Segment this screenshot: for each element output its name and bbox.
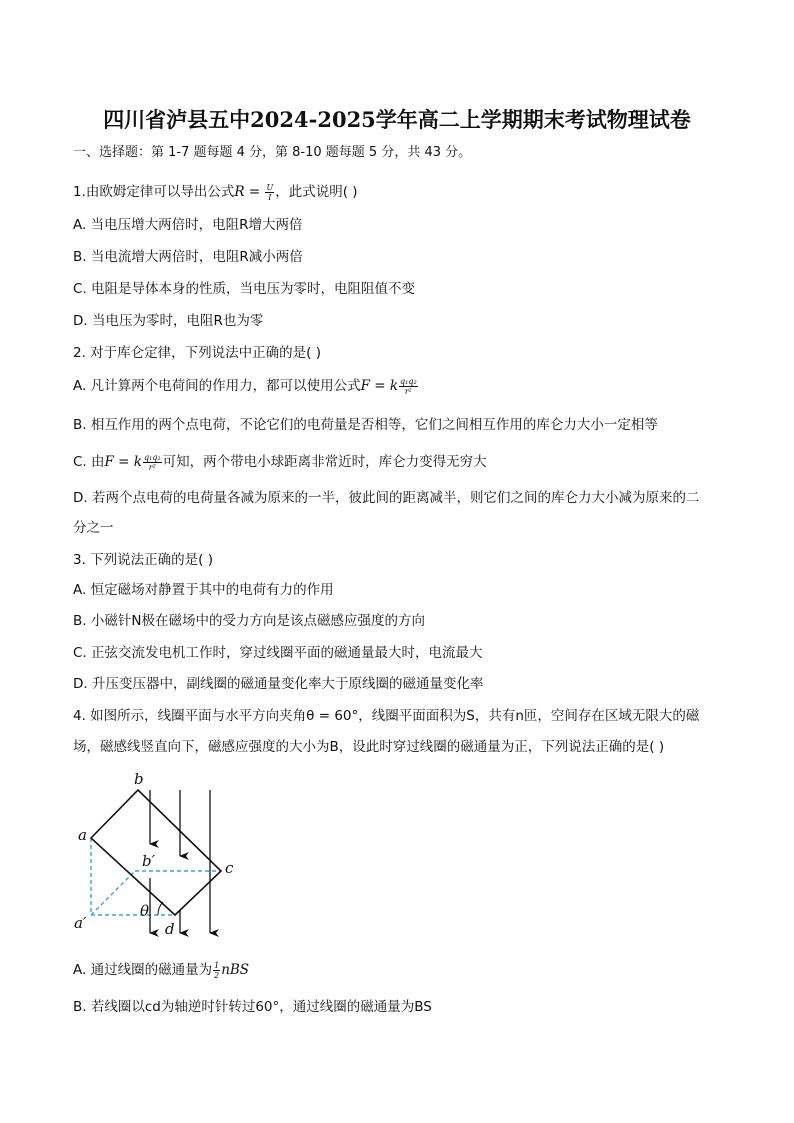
q1-option-a: A. 当电压增大两倍时，电阻R增大两倍 bbox=[73, 217, 303, 233]
q2-option-c: C. 由F = k $\frac{\text{q₁q₂}}{\text{r²}}$ 可知，两个带电小球距离非常近时，库仑力变得无穷大 bbox=[73, 452, 487, 472]
section-heading: 一、选择题：第 1-7 题每题 4 分，第 8-10 题每题 5 分，共 43 分。 bbox=[73, 145, 472, 160]
q3-option-c: C. 正弦交流发电机工作时，穿过线圈平面的磁通量最大时，电流最大 bbox=[73, 645, 483, 661]
q4-stem-line1: 4. 如图所示，线圈平面与水平方向夹角θ = 60°，线圈平面面积为S，共有n匝，空间存在区域无限大的磁 bbox=[73, 708, 700, 724]
q3-option-d: D. 升压变压器中，副线圈的磁通量变化率大于原线圈的磁通量变化率 bbox=[73, 676, 484, 692]
q3-stem: 3. 下列说法正确的是( ) bbox=[73, 552, 213, 568]
q2-option-b: B. 相互作用的两个点电荷，不论它们的电荷量是否相等，它们之间相互作用的库仑力大小一定相等 bbox=[73, 417, 658, 433]
q1-option-c: C. 电阻是导体本身的性质，当电压为零时，电阻阻值不变 bbox=[73, 281, 416, 297]
q1-stem bbox=[73, 182, 358, 202]
q2-formula-c: F = k bbox=[104, 454, 142, 470]
q1-option-d: D. 当电压为零时，电阻R也为零 bbox=[73, 313, 264, 329]
coil-frame bbox=[91, 790, 221, 915]
label-c: c bbox=[225, 859, 234, 877]
q4-fraction-a: $\frac{1}{2}$ bbox=[214, 960, 220, 980]
q4-stem-line2: 场，磁感线竖直向下，磁感应强度的大小为B，设此时穿过线圈的磁通量为正，下列说法正确的是( ) bbox=[73, 739, 665, 755]
q2-option-d-line1: D. 若两个点电荷的电荷量各减为原来的一半，彼此间的距离减半，则它们之间的库仑力大小减为原来的二 bbox=[73, 490, 700, 506]
q3-option-a: A. 恒定磁场对静置于其中的电荷有力的作用 bbox=[73, 582, 334, 598]
q1-stem-tail: ，此式说明( ) bbox=[275, 184, 358, 200]
q4-option-b: B. 若线圈以cd为轴逆时针转过60°，通过线圈的磁通量为BS bbox=[73, 999, 432, 1015]
label-d: d bbox=[165, 920, 175, 938]
q1-option-b: B. 当电流增大两倍时，电阻R减小两倍 bbox=[73, 249, 303, 265]
page-title: 四川省泸县五中2024-2025学年高二上学期期末考试物理试卷 bbox=[103, 107, 691, 132]
label-b-prime: b′ bbox=[142, 852, 156, 870]
label-b: b bbox=[134, 770, 144, 788]
q2-option-d-line2: 分之一 bbox=[73, 520, 114, 536]
label-theta: θ bbox=[140, 902, 150, 920]
q1-fraction: $\frac{U}{I}$ bbox=[266, 182, 274, 202]
dashed-base-edges bbox=[91, 838, 221, 915]
q4-option-a: A. 通过线圈的磁通量为 $\frac{1}{2}$ nBS bbox=[73, 960, 250, 980]
q2-stem: 2. 对于库仑定律，下列说法中正确的是( ) bbox=[73, 345, 321, 361]
label-a-prime: a′ bbox=[74, 914, 87, 932]
coil-figure bbox=[70, 768, 240, 943]
label-a: a bbox=[78, 826, 87, 844]
q1-stem-text: 1.由欧姆定律可以导出公式 bbox=[73, 184, 235, 200]
q3-option-b: B. 小磁针N极在磁场中的受力方向是该点磁感应强度的方向 bbox=[73, 613, 425, 629]
q2-fraction-c: $\frac{\text{q₁q₂}}{\text{r²}}$ bbox=[143, 452, 161, 472]
q1-formula: R = bbox=[234, 184, 261, 200]
q2-option-a: A. 凡计算两个电荷间的作用力，都可以使用公式F = k $\frac{\text{q₁q₂}}{\text{r²}}$ bbox=[73, 376, 417, 396]
q2-fraction-a: $\frac{\text{q₁q₂}}{\text{r²}}$ bbox=[400, 376, 417, 396]
q2-formula-a: F = k bbox=[360, 378, 399, 394]
